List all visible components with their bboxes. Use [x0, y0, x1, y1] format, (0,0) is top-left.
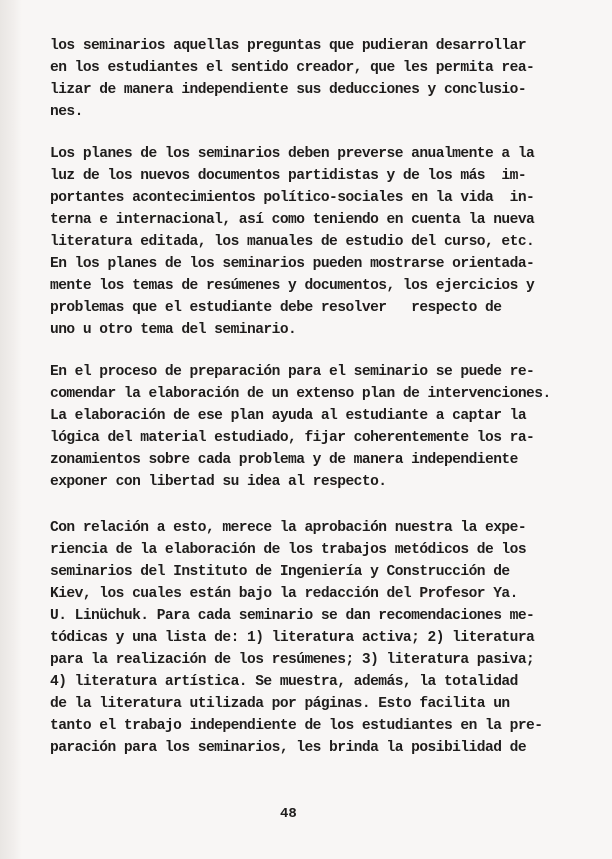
- text-line: luz de los nuevos documentos partidistas y de los más im-: [50, 168, 527, 184]
- text-line: Kiev, los cuales están bajo la redacción del Profesor Ya.: [50, 586, 518, 602]
- text-line: portantes acontecimientos político-sociales en la vida in-: [50, 190, 535, 206]
- text-line: Con relación a esto, merece la aprobación nuestra la expe-: [50, 520, 527, 536]
- text-line: U. Linüchuk. Para cada seminario se dan recomendaciones me-: [50, 608, 535, 624]
- page-number: 48: [280, 806, 297, 822]
- text-line: mente los temas de resúmenes y documentos, los ejercicios y: [50, 278, 535, 294]
- text-line: literatura editada, los manuales de estudio del curso, etc.: [50, 234, 535, 250]
- text-line: Los planes de los seminarios deben preverse anualmente a la: [50, 146, 535, 162]
- text-line: comendar la elaboración de un extenso plan de intervenciones.: [50, 386, 551, 402]
- text-line: tódicas y una lista de: 1) literatura activa; 2) literatura: [50, 630, 535, 646]
- text-line: riencia de la elaboración de los trabajos metódicos de los: [50, 542, 527, 558]
- text-line: uno u otro tema del seminario.: [50, 322, 297, 338]
- text-line: problemas que el estudiante debe resolver respecto de: [50, 300, 502, 316]
- text-line: en los estudiantes el sentido creador, que les permita rea-: [50, 60, 535, 76]
- text-line: lógica del material estudiado, fijar coherentemente los ra-: [50, 430, 535, 446]
- text-line: La elaboración de ese plan ayuda al estudiante a captar la: [50, 408, 527, 424]
- text-line: 4) literatura artística. Se muestra, además, la totalidad: [50, 674, 518, 690]
- text-line: lizar de manera independiente sus deducciones y conclusio-: [50, 82, 527, 98]
- text-line: En el proceso de preparación para el seminario se puede re-: [50, 364, 535, 380]
- text-line: En los planes de los seminarios pueden mostrarse orientada-: [50, 256, 535, 272]
- text-line: exponer con libertad su idea al respecto.: [50, 474, 387, 490]
- text-line: paración para los seminarios, les brinda la posibilidad de: [50, 740, 527, 756]
- text-line: los seminarios aquellas preguntas que pudieran desarrollar: [50, 38, 527, 54]
- text-line: nes.: [50, 104, 83, 120]
- page-binding-edge: [0, 0, 22, 859]
- text-line: seminarios del Instituto de Ingeniería y Construcción de: [50, 564, 510, 580]
- text-line: de la literatura utilizada por páginas. Esto facilita un: [50, 696, 510, 712]
- text-line: zonamientos sobre cada problema y de manera independiente: [50, 452, 518, 468]
- text-line: terna e internacional, así como teniendo en cuenta la nueva: [50, 212, 535, 228]
- text-line: tanto el trabajo independiente de los estudiantes en la pre-: [50, 718, 543, 734]
- text-line: para la realización de los resúmenes; 3) literatura pasiva;: [50, 652, 535, 668]
